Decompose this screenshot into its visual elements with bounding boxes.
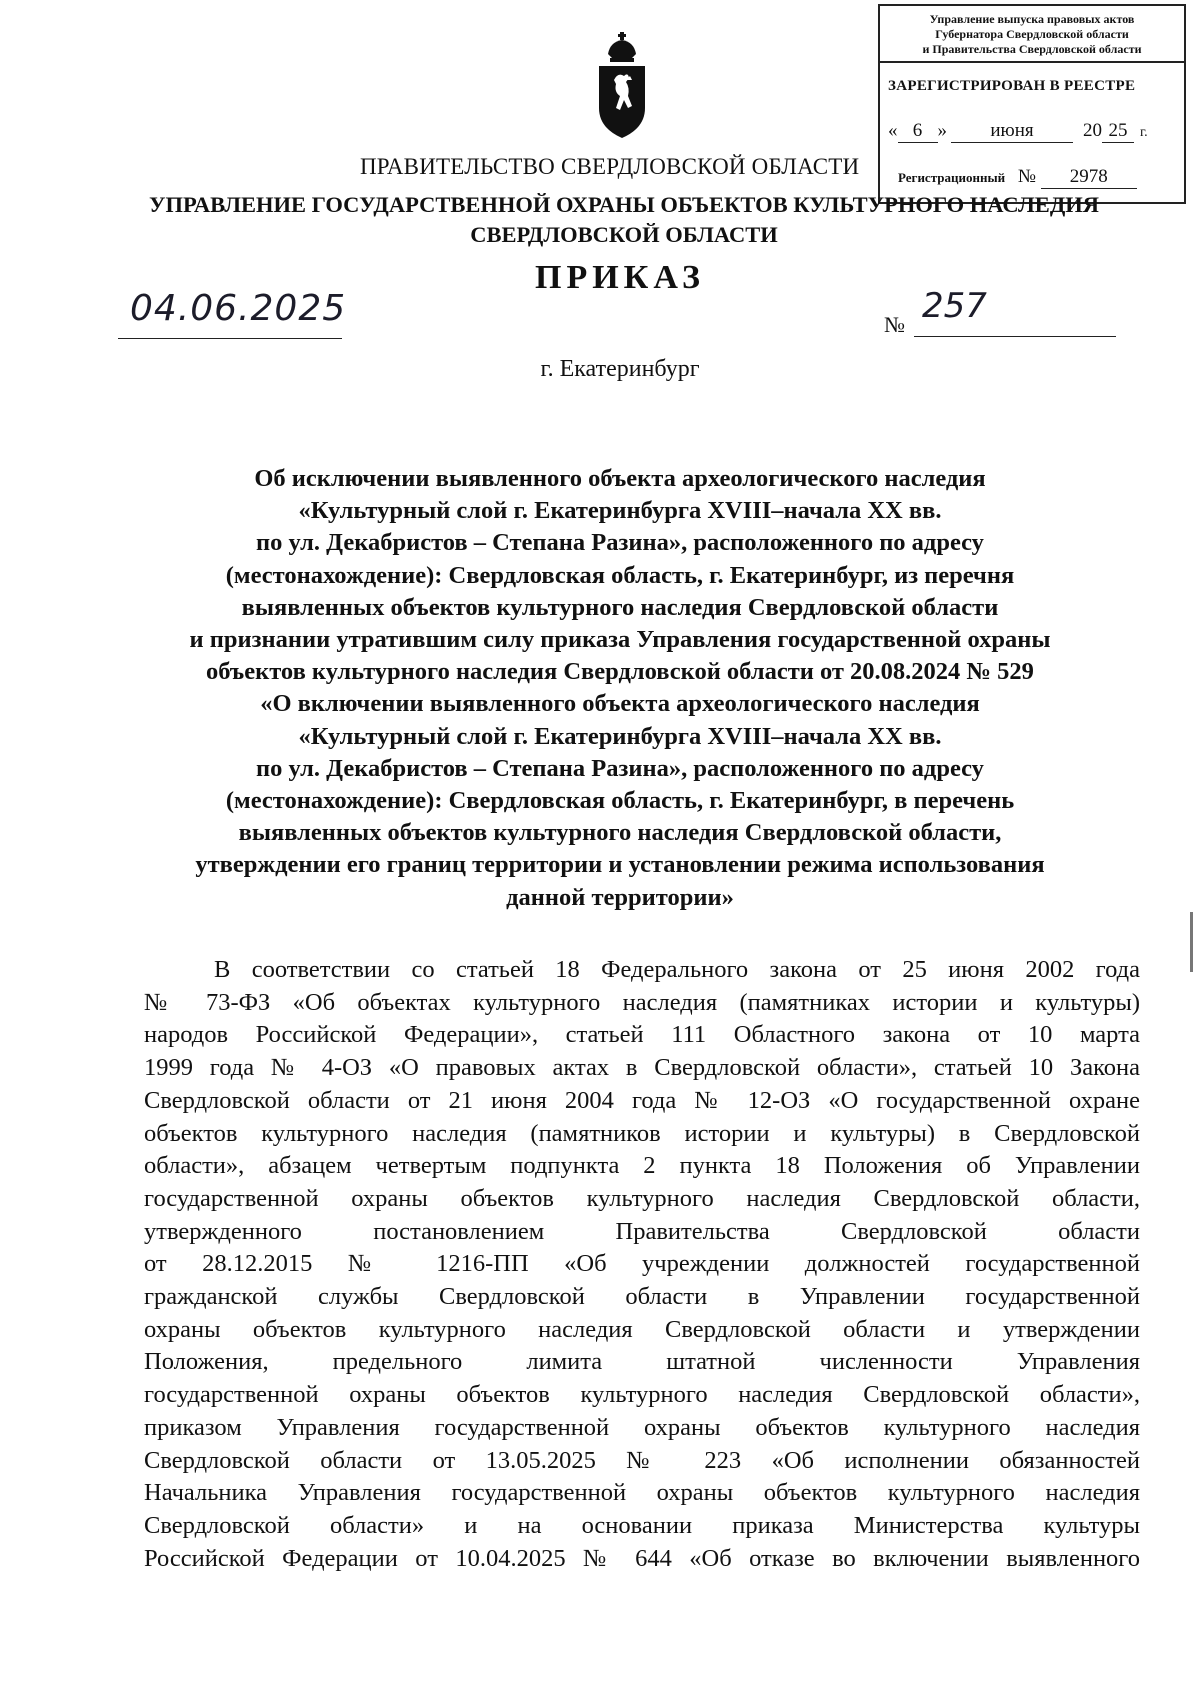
body-line: охраны объектов культурного наследия Свердловской области и утверждении (144, 1315, 1140, 1343)
title-line: «Культурный слой г. Екатеринбурга XVIII–начала XX вв. (298, 497, 942, 525)
title-line: (местонахождение): Свердловская область, г. Екатеринбург, из перечня (225, 561, 1015, 589)
stamp-reg-label: Регистрационный (898, 170, 1006, 185)
title-line: Об исключении выявленного объекта археологического наследия (254, 465, 986, 492)
stamp-registered-label: ЗАРЕГИСТРИРОВАН В РЕЕСТРЕ (888, 78, 1136, 94)
title-line: и признании утратившим силу приказа Управления государственной охраны (189, 626, 1051, 654)
body-line: государственной охраны объектов культурного наследия Свердловской области», (144, 1381, 1140, 1409)
body-line: гражданской службы Свердловской области в Управлении государственной (144, 1283, 1140, 1311)
document-type: ПРИКАЗ (535, 259, 705, 296)
title-line: (местонахождение): Свердловская область, г. Екатеринбург, в перечень (225, 787, 1015, 815)
body-line: утвержденного постановлением Правительства Свердловской области (144, 1217, 1140, 1245)
order-number-sign: № (884, 312, 905, 337)
order-date: 04.06.2025 (130, 288, 347, 329)
body-line: Свердловской области от 21 июня 2004 года № 12-ОЗ «О государственной охране (144, 1086, 1140, 1114)
body-line: Свердловской области» и на основании приказа Министерства культуры (144, 1511, 1140, 1539)
stamp-day: 6 (898, 120, 938, 143)
city: г. Екатеринбург (540, 356, 700, 382)
order-number: 257 (922, 286, 987, 326)
government-name: ПРАВИТЕЛЬСТВО СВЕРДЛОВСКОЙ ОБЛАСТИ (360, 154, 860, 179)
title-line: выявленных объектов культурного наследия Свердловской области, (238, 819, 1002, 847)
title-line: данной территории» (506, 883, 734, 911)
department-name: УПРАВЛЕНИЕ ГОСУДАРСТВЕННОЙ ОХРАНЫ ОБЪЕКТОВ КУЛЬТУРНОГО НАСЛЕДИЯ СВЕРДЛОВСКОЙ ОБЛАСТИ (148, 192, 1100, 247)
body-line: приказом Управления государственной охраны объектов культурного наследия (144, 1413, 1140, 1441)
body-line: народов Российской Федерации», статьей 111 Областного закона от 10 марта (144, 1021, 1140, 1049)
stamp-header: Управление выпуска правовых актов Губернатора Свердловской области и Правительства Свердловской области (880, 6, 1184, 63)
title-line: «О включении выявленного объекта археологического наследия (260, 690, 980, 718)
title-line: по ул. Декабристов – Степана Разина», расположенного по адресу (256, 754, 984, 782)
body-line: Российской Федерации от 10.04.2025 № 644 «Об отказе во включении выявленного (144, 1544, 1140, 1572)
title-line: по ул. Декабристов – Степана Разина», расположенного по адресу (256, 529, 984, 557)
sverdlovsk-coat-of-arms-icon (596, 32, 648, 140)
title-line: объектов культурного наследия Свердловской области от 20.08.2024 № 529 (206, 658, 1034, 686)
title-line: утверждении его границ территории и установлении режима использования (195, 851, 1045, 879)
stamp-date: « 6 » июня 20 25 г. (888, 120, 1148, 141)
body-line: от 28.12.2015 № 1216-ПП «Об учреждении должностей государственной (144, 1250, 1140, 1278)
body-line: В соответствии со статьей 18 Федерального закона от 25 июня 2002 года (214, 956, 1140, 983)
stamp-reg-number: 2978 (1041, 166, 1137, 189)
body-line: государственной охраны объектов культурного наследия Свердловской области, (144, 1184, 1140, 1212)
order-number-field (914, 284, 1116, 337)
scan-edge-mark (1190, 912, 1193, 972)
stamp-month: июня (951, 120, 1073, 143)
body-line: объектов культурного наследия (памятников истории и культуры) в Свердловской (144, 1119, 1140, 1147)
order-body (144, 954, 1140, 1575)
title-line: «Культурный слой г. Екатеринбурга XVIII–начала XX вв. (298, 722, 942, 750)
order-date-field (118, 282, 347, 339)
stamp-reg-number-row: Регистрационный № 2978 (898, 166, 1137, 189)
body-line: 1999 года № 4-ОЗ «О правовых актах в Свердловской области», статьей 10 Закона (144, 1054, 1140, 1082)
title-line: выявленных объектов культурного наследия Свердловской области (241, 593, 999, 621)
body-line: Положения, предельного лимита штатной численности Управления (144, 1348, 1140, 1376)
stamp-year: 25 (1102, 120, 1134, 143)
registration-stamp (878, 4, 1186, 204)
body-line: Свердловской области от 13.05.2025 № 223 «Об исполнении обязанностей (144, 1446, 1140, 1474)
body-line: области», абзацем четвертым подпункта 2 пункта 18 Положения об Управлении (144, 1152, 1140, 1180)
body-line: Начальника Управления государственной охраны объектов культурного наследия (144, 1479, 1140, 1507)
body-line: № 73-ФЗ «Об объектах культурного наследия (памятниках истории и культуры) (144, 988, 1140, 1016)
order-title (120, 463, 1120, 914)
